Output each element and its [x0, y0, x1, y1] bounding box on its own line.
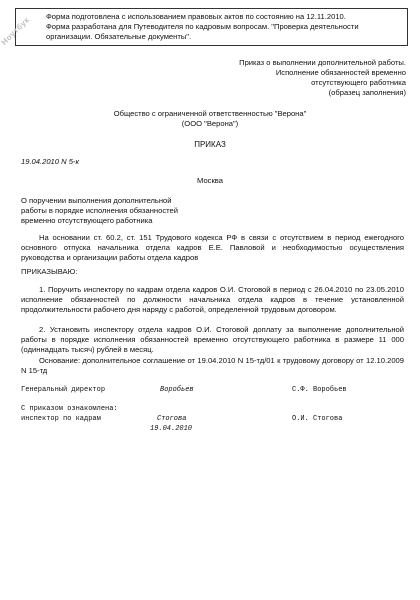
form-info-line-3: организации. Обязательные документы". [46, 32, 192, 41]
organization-name: Общество с ограниченной ответственностью "Верона" [113, 109, 307, 118]
sample-note-line-3: отсутствующего работника [311, 78, 406, 87]
city: Москва [197, 176, 223, 185]
order-item-1: 1. Поручить инспектору по кадрам отдела кадров О.И. Стоговой в период с 26.04.2010 по 23.05.2010 исполнение обязанностей по должности начальника отдела кадров в течение установленной продолжительности рабочего дня наряду с работой, определенной трудовым договором. [21, 285, 404, 314]
sample-note-line-4: (образец заполнения) [328, 88, 406, 97]
subject-line-2: работы в порядке исполнения обязанностей [21, 206, 178, 215]
basis-paragraph: На основании ст. 60.2, ст. 151 Трудового кодекса РФ в связи с отсутствием в период ежегодного основного отпуска начальника отдела кадров Е.Е. Павловой и необходимостью осуществления руководства и организации работы отдела кадров [21, 233, 404, 262]
subject-line-1: О поручении выполнения дополнительной [21, 196, 172, 205]
form-info-line-2: Форма разработана для Путеводителя по кадровым вопросам. "Проверка деятельности [46, 22, 359, 31]
inspector-name: О.И. Стогова [292, 415, 343, 423]
order-word: ПРИКАЗЫВАЮ: [21, 267, 78, 276]
organization-short-name: (ООО "Верона") [181, 119, 239, 128]
inspector-signature: Стогова [157, 415, 187, 423]
grounds-paragraph: Основание: дополнительное соглашение от 19.04.2010 N 15-тд/01 к трудовому договору от 12.10.2009 N 15-тд [21, 356, 404, 375]
sample-note-line-2: Исполнение обязанностей временно [275, 68, 406, 77]
subject-line-3: временно отсутствующего работника [21, 216, 153, 225]
director-signature: Воробьев [160, 386, 194, 394]
director-title: Генеральный директор [21, 386, 106, 394]
inspector-title: инспектор по кадрам [21, 415, 101, 423]
document-title: ПРИКАЗ [194, 140, 226, 149]
watermark: Ноутбук [0, 15, 32, 47]
director-name: С.Ф. Воробьев [292, 386, 347, 394]
form-info-box [15, 8, 408, 46]
order-item-2: 2. Установить инспектору отдела кадров О.И. Стоговой доплату за выполнение дополнительной работы в порядке исполнения обязанностей временно отсутствующего работника в размере 11 000 (одиннадцать тысяч) рублей в месяц. [21, 325, 404, 354]
form-info-line-1: Форма подготовлена с использованием правовых актов по состоянию на 12.11.2010. [46, 12, 346, 21]
order-date-number: 19.04.2010 N 5-к [21, 157, 80, 166]
sample-note-line-1: Приказ о выполнении дополнительной работы. [239, 58, 406, 67]
inspector-sign-date: 19.04.2010 [150, 425, 193, 433]
acquainted-label: С приказом ознакомлена: [21, 405, 118, 413]
